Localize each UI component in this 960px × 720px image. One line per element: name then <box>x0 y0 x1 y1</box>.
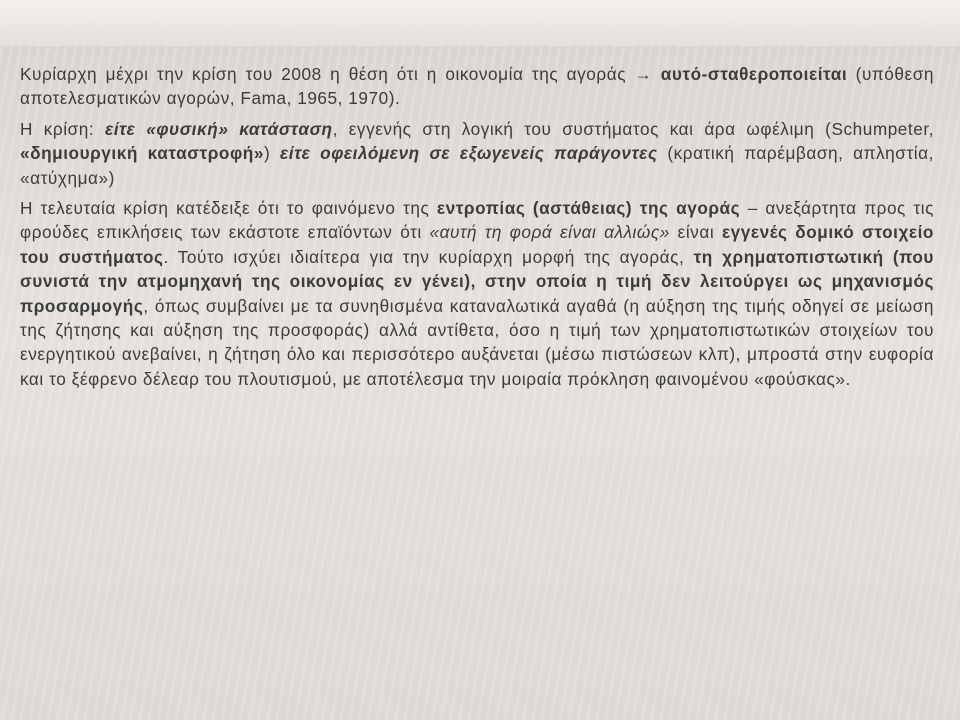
text-run-bold: «δημιουργική καταστροφή» <box>20 143 264 164</box>
text-run: , εγγενής στη λογική του συστήματος και άρα ωφέλιμη (Schumpeter, <box>332 118 934 139</box>
text-run: είναι <box>669 222 722 243</box>
text-run-italic: «αυτή τη φορά είναι αλλιώς» <box>429 222 670 243</box>
text-run: (κρατική παρέμβαση, απληστία, «ατύχημα») <box>20 143 934 188</box>
text-run-bold: τη χρηματοπιστωτική (που συνιστά την ατμομηχανή της οικονομίας εν γένει), στην οποία η τιμή δεν λειτούργει ως μηχανισμός προσαρμογής <box>20 246 934 316</box>
text-run: Η τελευταία κρίση κατέδειξε ότι το φαινόμενο της <box>20 198 437 219</box>
text-run-bold-italic: είτε «φυσική» κατάσταση <box>105 118 333 139</box>
text-run: ) <box>263 143 280 164</box>
text-run: , όπως συμβαίνει με τα συνηθισμένα καταναλωτικά αγαθά (η αύξηση της τιμής οδηγεί σε μείωση της ζήτησης και αύξηση της προσφοράς) αλλά αντίθετα, όσο η τιμή των χρηματοπιστωτικών στοιχείων του ενεργητικού ανεβαίνει, η ζήτηση όλο και περισσότερο αυξάνεται (μέσω πιστώσεων κλπ), μπροστά στην ευφορία και το ξέφρενο δέλεαρ του πλουτισμού, με αποτέλεσμα την μοιραία πρόκληση φαινομένου «φούσκας». <box>20 295 934 389</box>
text-run-bold-italic: είτε οφειλόμενη σε εξωγενείς παράγοντες <box>279 143 658 164</box>
text-run: Η κρίση: <box>20 118 105 139</box>
slide-body <box>20 62 934 397</box>
paragraph-market-stabilization <box>20 62 934 111</box>
text-run: – ανεξάρτητα προς τις φρούδες επικλήσεις των εκάστοτε επαϊόντων ότι <box>20 198 935 243</box>
paragraph-market-entropy <box>20 196 934 391</box>
slide-header-band <box>0 0 960 46</box>
text-run: Κυρίαρχη μέχρι την κρίση του 2008 η θέση ότι η οικονομία της αγοράς → <box>20 64 661 84</box>
text-run: . Τούτο ισχύει ιδιαίτερα για την κυρίαρχη μορφή της αγοράς, <box>163 246 694 267</box>
text-run-bold: αυτό-σταθεροποιείται <box>660 64 848 84</box>
text-run-bold: εντροπίας (αστάθειας) της αγοράς <box>436 198 741 219</box>
paragraph-crisis-nature <box>20 117 934 190</box>
text-run-bold: εγγενές δομικό στοιχείο του συστήματος <box>20 222 934 267</box>
text-run: (υπόθεση αποτελεσματικών αγορών, Fama, 1965, 1970). <box>20 64 934 109</box>
